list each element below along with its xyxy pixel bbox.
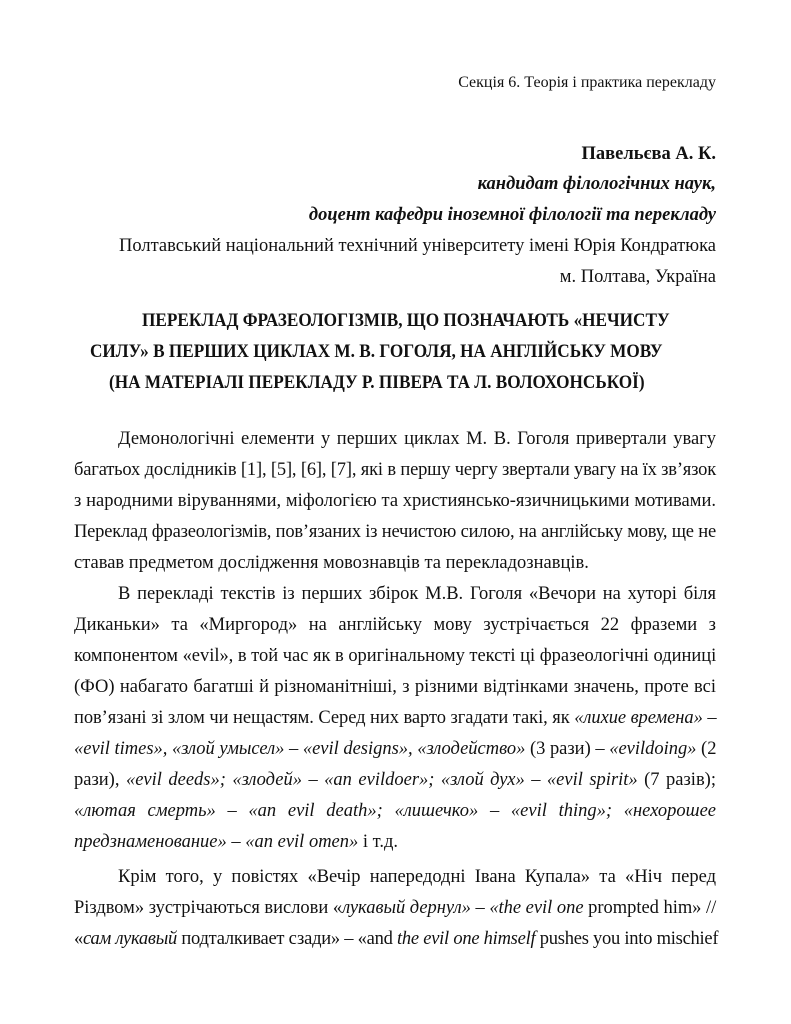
author-degree: кандидат філологічних наук, xyxy=(477,174,716,194)
example-phrase: сам лукавый xyxy=(83,929,177,949)
text: подталкивает сзади» – «and xyxy=(177,929,397,949)
paragraph-3-line xyxy=(74,893,716,924)
example-phrase: the evil one himself xyxy=(397,929,536,949)
author-university: Полтавський національний технічний університету імені Юрія Кондратюка xyxy=(118,236,716,256)
title-line-3: (НА МАТЕРІАЛІ ПЕРЕКЛАДУ Р. ПІВЕРА ТА Л. ВОЛОХОНСЬКОЇ) xyxy=(109,373,645,393)
text: (3 рази) – xyxy=(525,739,610,759)
paragraph-2-line: Диканьки» та «Миргород» на англійську мову зустрічається 22 фраземи з xyxy=(74,615,716,635)
text: і т.д. xyxy=(358,832,399,852)
author-position: доцент кафедри іноземної філології та перекладу xyxy=(308,205,716,225)
section-header: Секція 6. Теорія і практика перекладу xyxy=(458,74,716,91)
example-phrase: «лютая смерть» – «an evil death»; «лишечко» – «evil thing»; «нехорошее xyxy=(74,801,716,821)
paragraph-2-line xyxy=(74,765,716,796)
paragraph-2-line xyxy=(74,827,716,858)
text: « xyxy=(74,929,84,949)
text: prompted him» // xyxy=(583,898,717,918)
paragraph-2-line xyxy=(74,703,716,734)
example-phrase: «evildoing» xyxy=(609,739,697,759)
text: Різдвом» зустрічаються вислови « xyxy=(74,898,343,918)
paragraph-1-line: з народними віруваннями, міфологією та християнсько-язичницькими мотивами. xyxy=(74,491,716,511)
example-phrase: предзнаменование» – «an evil omen» xyxy=(74,832,359,852)
author-city: м. Полтава, Україна xyxy=(559,267,716,287)
paragraph-1-line: ставав предметом дослідження мовознавців та перекладознавців. xyxy=(74,553,589,573)
paragraph-1-line: Демонологічні елементи у перших циклах М. В. Гоголя привертали увагу xyxy=(118,429,716,449)
example-phrase: «лихие времена» – xyxy=(574,708,717,728)
text: пов’язані зі злом чи нещастям. Серед них варто згадати такі, як xyxy=(74,708,575,728)
paragraph-2-line: (ФО) набагато багатші й різноманітніші, з різними відтінками значень, проте всі xyxy=(74,677,716,697)
text: (2 xyxy=(696,739,717,759)
paragraph-3-line xyxy=(74,924,719,955)
paragraph-2-line: В перекладі текстів із перших збірок М.В. Гоголя «Вечори на хуторі біля xyxy=(118,584,716,604)
paragraph-1-line: Переклад фразеологізмів, пов’язаних із нечистою силою, на англійську мову, ще не xyxy=(74,522,716,542)
text: (7 разів); xyxy=(637,770,716,790)
example-phrase: «evil deeds»; «злодей» – «an evildoer»; «злой дух» – «evil spirit» xyxy=(125,770,638,790)
example-phrase: «evil times», «злой умысел» – «evil designs», «злодейство» xyxy=(74,739,526,759)
text: рази), xyxy=(74,770,126,790)
title-line-1: ПЕРЕКЛАД ФРАЗЕОЛОГІЗМІВ, ЩО ПОЗНАЧАЮТЬ «НЕЧИСТУ xyxy=(142,311,670,331)
example-phrase: лукавый дернул» – «the evil one xyxy=(342,898,584,918)
paragraph-2-line: компонентом «evil», в той час як в оригінальному тексті ці фразеологічні одиниці xyxy=(74,646,717,666)
paragraph-2-line xyxy=(74,734,716,765)
author-name: Павельєва А. К. xyxy=(581,144,716,164)
paragraph-2-line xyxy=(74,796,716,827)
paragraph-3-line: Крім того, у повістях «Вечір напередодні Івана Купала» та «Ніч перед xyxy=(118,867,716,887)
text: pushes you into mischief xyxy=(535,929,719,949)
paragraph-1-line: багатьох дослідників [1], [5], [6], [7], які в першу чергу звертали увагу на їх зв’язок xyxy=(74,460,717,480)
title-line-2: СИЛУ» В ПЕРШИХ ЦИКЛАХ М. В. ГОГОЛЯ, НА АНГЛІЙСЬКУ МОВУ xyxy=(90,342,663,362)
